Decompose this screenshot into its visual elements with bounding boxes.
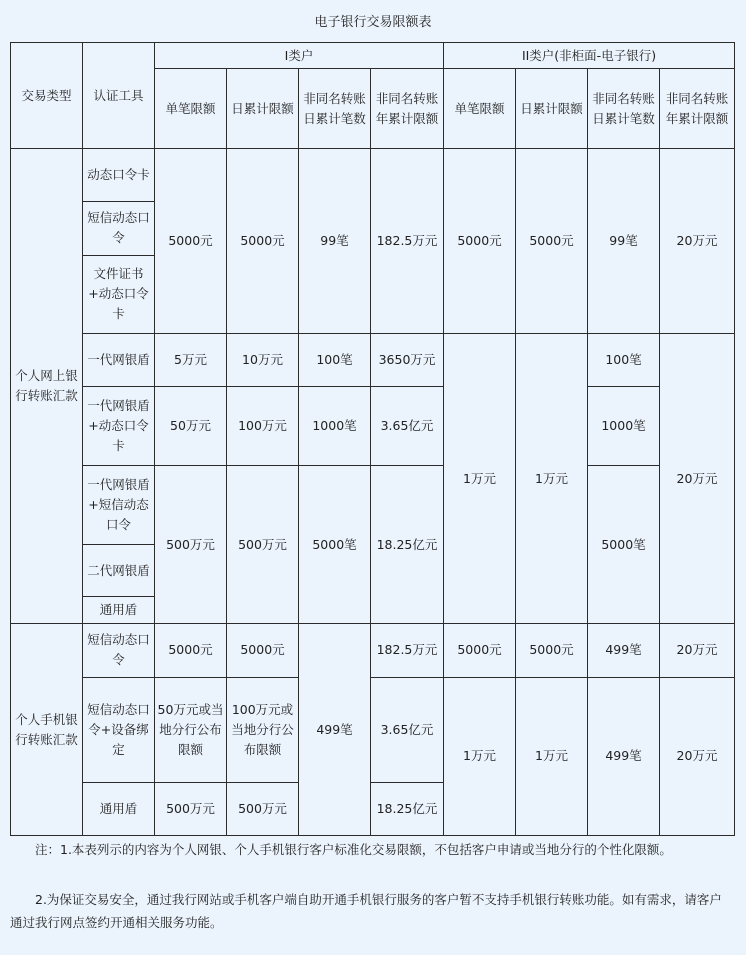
table-cell: 500万元 xyxy=(227,466,299,624)
table-cell: 100笔 xyxy=(299,333,371,386)
header-daily-count: 非同名转账日累计笔数 xyxy=(588,69,660,149)
table-cell: 5000笔 xyxy=(299,466,371,624)
table-cell: 5000元 xyxy=(155,149,227,333)
header-class2: II类户(非柜面-电子银行) xyxy=(444,43,735,69)
header-yearly: 非同名转账年累计限额 xyxy=(371,69,444,149)
table-cell: 100万元 xyxy=(227,386,299,465)
table-cell: 1万元 xyxy=(444,677,516,836)
table-cell: 1万元 xyxy=(444,333,516,624)
header-class1: I类户 xyxy=(155,43,444,69)
header-tool: 认证工具 xyxy=(83,43,155,149)
table-cell: 182.5万元 xyxy=(371,149,444,333)
table-cell: 3650万元 xyxy=(371,333,444,386)
table-cell: 5000元 xyxy=(227,624,299,677)
tool-cell: 文件证书+动态口令卡 xyxy=(83,255,155,333)
table-cell: 5000元 xyxy=(444,624,516,677)
tool-cell: 动态口令卡 xyxy=(83,149,155,202)
table-cell: 50万元 xyxy=(155,386,227,465)
table-cell: 499笔 xyxy=(588,677,660,836)
table-cell: 1万元 xyxy=(516,333,588,624)
table-cell: 10万元 xyxy=(227,333,299,386)
table-cell: 5000笔 xyxy=(588,466,660,624)
tool-cell: 通用盾 xyxy=(83,597,155,624)
table-cell: 99笔 xyxy=(299,149,371,333)
table-cell: 5000元 xyxy=(516,149,588,333)
table-cell: 500万元 xyxy=(227,782,299,835)
footnote-2: 2.为保证交易安全，通过我行网站或手机客户端自助开通手机银行服务的客户暂不支持手机银行转账功能。如有需求，请客户通过我行网点签约开通相关服务功能。 xyxy=(10,892,722,930)
header-daily: 日累计限额 xyxy=(227,69,299,149)
table-cell: 20万元 xyxy=(660,149,735,333)
table-cell: 5万元 xyxy=(155,333,227,386)
table-cell: 18.25亿元 xyxy=(371,466,444,624)
table-cell: 20万元 xyxy=(660,333,735,624)
table-cell: 20万元 xyxy=(660,677,735,836)
tool-cell: 短信动态口令+设备绑定 xyxy=(83,677,155,782)
tool-cell: 短信动态口令 xyxy=(83,624,155,677)
tool-cell: 通用盾 xyxy=(83,782,155,835)
table-cell: 99笔 xyxy=(588,149,660,333)
table-cell: 499笔 xyxy=(588,624,660,677)
table-cell: 500万元 xyxy=(155,466,227,624)
header-type: 交易类型 xyxy=(11,43,83,149)
table-cell: 100笔 xyxy=(588,333,660,386)
table-title: 电子银行交易限额表 xyxy=(314,15,432,30)
tool-cell: 一代网银盾+短信动态口令 xyxy=(83,466,155,545)
group-online: 个人网上银行转账汇款 xyxy=(11,149,83,624)
tool-cell: 短信动态口令 xyxy=(83,202,155,255)
table-cell: 5000元 xyxy=(155,624,227,677)
table-cell: 5000元 xyxy=(227,149,299,333)
header-daily: 日累计限额 xyxy=(516,69,588,149)
table-cell: 3.65亿元 xyxy=(371,386,444,465)
table-cell: 500万元 xyxy=(155,782,227,835)
table-cell: 20万元 xyxy=(660,624,735,677)
tool-cell: 一代网银盾 xyxy=(83,333,155,386)
table-cell: 1000笔 xyxy=(299,386,371,465)
group-mobile: 个人手机银行转账汇款 xyxy=(11,624,83,836)
tool-cell: 一代网银盾+动态口令卡 xyxy=(83,386,155,465)
header-single: 单笔限额 xyxy=(155,69,227,149)
table-cell: 1万元 xyxy=(516,677,588,836)
table-cell: 5000元 xyxy=(516,624,588,677)
header-yearly: 非同名转账年累计限额 xyxy=(660,69,735,149)
limits-table xyxy=(10,42,735,836)
table-cell: 3.65亿元 xyxy=(371,677,444,782)
table-cell: 499笔 xyxy=(299,624,371,836)
table-cell: 1000笔 xyxy=(588,386,660,465)
table-cell: 5000元 xyxy=(444,149,516,333)
table-cell: 100万元或当地分行公布限额 xyxy=(227,677,299,782)
header-daily-count: 非同名转账日累计笔数 xyxy=(299,69,371,149)
table-cell: 18.25亿元 xyxy=(371,782,444,835)
footnote-1: 注：1.本表列示的内容为个人网银、个人手机银行客户标准化交易限额，不包括客户申请或当地分行的个性化限额。 xyxy=(35,842,672,857)
table-cell: 50万元或当地分行公布限额 xyxy=(155,677,227,782)
header-single: 单笔限额 xyxy=(444,69,516,149)
table-cell: 182.5万元 xyxy=(371,624,444,677)
tool-cell: 二代网银盾 xyxy=(83,545,155,597)
